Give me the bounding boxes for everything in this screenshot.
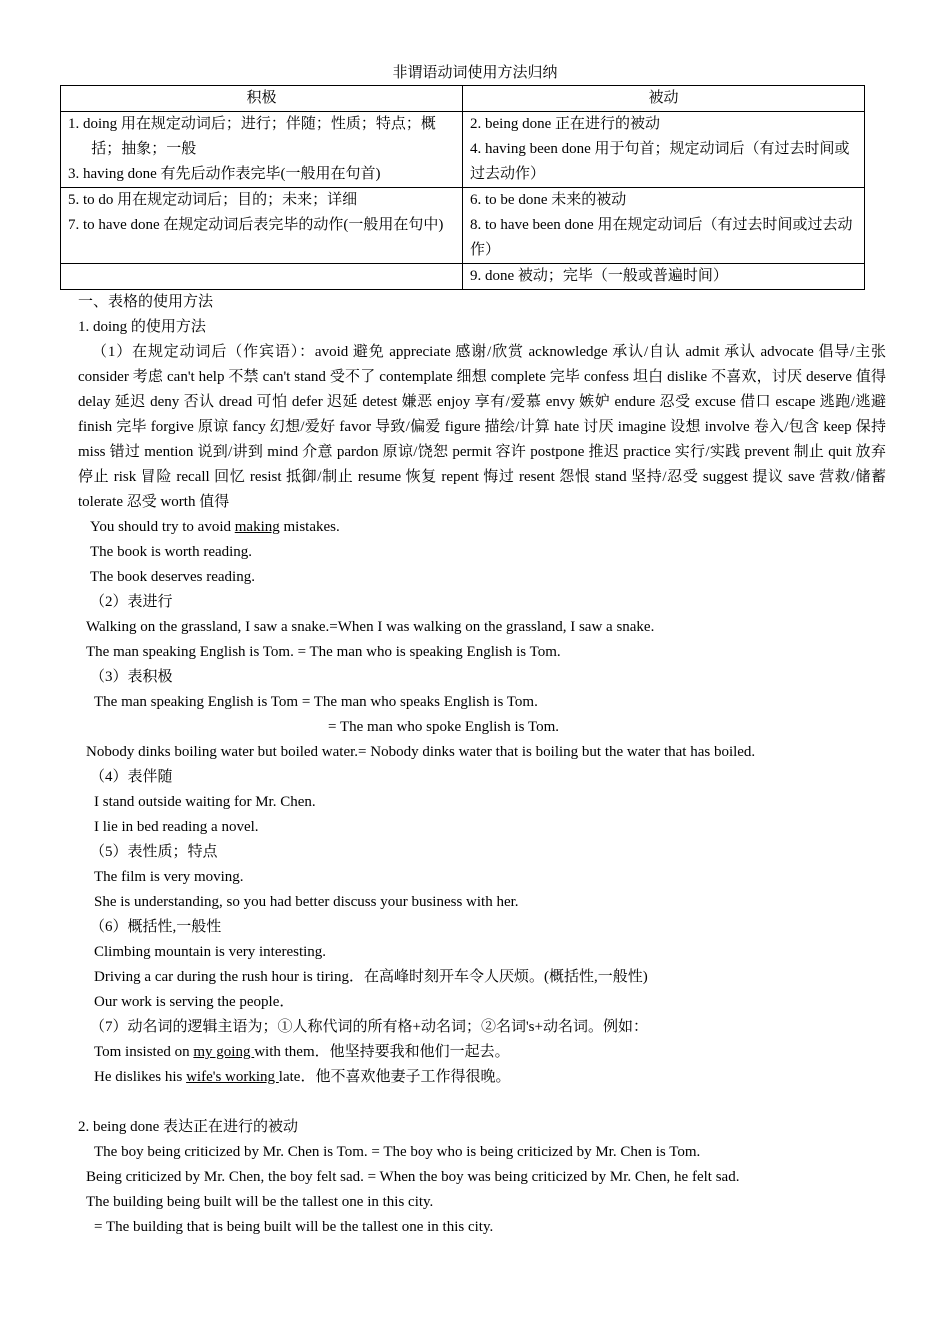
table-header-row [61, 86, 865, 112]
example-text: He dislikes his [94, 1069, 187, 1085]
cell-line: 3. having done 有先后动作表完毕(一般用在句首) [68, 166, 381, 182]
header-active: 积极 [61, 86, 463, 112]
usage-heading: （4）表伴随 [90, 769, 173, 785]
example-sentence [78, 515, 886, 540]
table-cell [463, 264, 865, 290]
table-row [61, 188, 865, 264]
document-body [78, 290, 886, 1240]
example-sentence: The building being built will be the tallest one in this city. [86, 1194, 434, 1210]
example-sentence: The man speaking English is Tom = The man who speaks English is Tom. [94, 694, 538, 710]
summary-table [60, 85, 865, 290]
table-cell [61, 188, 463, 264]
subsection-heading: 1. doing 的使用方法 [78, 319, 206, 335]
cell-line: 6. to be done 未来的被动 [470, 192, 627, 208]
table-cell [463, 112, 865, 188]
usage-heading: （2）表进行 [90, 594, 173, 610]
example-sentence: Climbing mountain is very interesting. [94, 944, 327, 960]
section-heading: 一、表格的使用方法 [78, 294, 214, 310]
example-text: You should try to avoid [90, 519, 235, 535]
example-text: late．他不喜欢他妻子工作得很晚。 [278, 1069, 511, 1085]
example-sentence: Walking on the grassland, I saw a snake.=When I was walking on the grassland, I saw a snake. [86, 619, 655, 635]
example-sentence: The boy being criticized by Mr. Chen is Tom. = The boy who is being criticized by Mr. Chen is Tom. [94, 1144, 701, 1160]
example-sentence: Nobody dinks boiling water but boiled water.= Nobody dinks water that is boiling but the water that has boiled. [86, 744, 756, 760]
cell-line: 4. having been done 用于句首；规定动词后（有过去时间或过去动作） [470, 141, 850, 182]
example-sentence: I lie in bed reading a novel. [94, 819, 259, 835]
example-sentence: Being criticized by Mr. Chen, the boy felt sad. = When the boy was being criticized by Mr. Chen, he felt sad. [86, 1169, 740, 1185]
example-sentence: The man speaking English is Tom. = The man who is speaking English is Tom. [86, 644, 561, 660]
table-row [61, 264, 865, 290]
example-sentence [78, 1065, 886, 1090]
cell-line: 2. being done 正在进行的被动 [470, 116, 660, 132]
example-text: Tom insisted on [94, 1044, 194, 1060]
example-sentence: = The man who spoke English is Tom. [328, 719, 560, 735]
underlined-phrase: my going [193, 1044, 255, 1060]
example-text: mistakes. [279, 519, 340, 535]
example-text: with them．他坚持要我和他们一起去。 [254, 1044, 510, 1060]
cell-line: 1. doing 用在规定动词后；进行；伴随；性质；特点；概括；抽象；一般 [68, 116, 436, 157]
underlined-phrase: wife's working [186, 1069, 279, 1085]
example-sentence: She is understanding, so you had better discuss your business with her. [94, 894, 519, 910]
cell-line [68, 264, 455, 289]
cell-line: 5. to do 用在规定动词后；目的；未来；详细 [68, 192, 358, 208]
cell-line: 7. to have done 在规定动词后表完毕的动作(一般用在句中) [68, 217, 444, 233]
usage-heading: （5）表性质；特点 [90, 844, 218, 860]
usage-heading: （6）概括性,一般性 [90, 919, 222, 935]
table-row [61, 112, 865, 188]
table-cell [61, 112, 463, 188]
cell-line: 9. done 被动；完毕（一般或普遍时间） [470, 268, 728, 284]
usage-heading: （3）表积极 [90, 669, 173, 685]
example-sentence: The book deserves reading. [90, 569, 255, 585]
blank-line [78, 1090, 886, 1115]
cell-line: 8. to have been done 用在规定动词后（有过去时间或过去动作） [470, 217, 853, 258]
example-sentence: Driving a car during the rush hour is tiring．在高峰时刻开车令人厌烦。(概括性,一般性) [94, 969, 648, 985]
example-sentence: = The building that is being built will be the tallest one in this city. [94, 1219, 494, 1235]
example-sentence: The book is worth reading. [90, 544, 253, 560]
table-cell [61, 264, 463, 290]
example-sentence [78, 1040, 886, 1065]
page-title: 非谓语动词使用方法归纳 [392, 65, 558, 81]
table-cell [463, 188, 865, 264]
verb-list-paragraph: （1）在规定动词后（作宾语）：avoid 避免 appreciate 感谢/欣赏 acknowledge 承认/自认 admit 承认 advocate 倡导/主张 consider 考虑 can't help 不禁 can't stand 受不了 contemplate 细想 complete 完毕 confess 坦白 dislike 不喜欢，讨厌 deserve 值得 delay 延迟 deny 否认 dread 可怕 defer 迟延 detest 嫌恶 enjoy 享有/爱慕 envy 嫉妒 endure 忍受 excuse 借口 escape 逃跑/逃避 finish 完毕 forgive 原谅 fancy 幻想/爱好 favor 导致/偏爱 figure 描绘/计算 hate 讨厌 imagine 设想 involve 卷入/包含 keep 保持 miss 错过 mention 说到/讲到 mind 介意 pardon 原谅/饶恕 permit 容许 postpone 推迟 practice 实行/实践 prevent 制止 quit 放弃停止 risk 冒险 recall 回忆 resist 抵御/制止 resume 恢复 repent 悔过 resent 怨恨 stand 坚持/忍受 suggest 提议 save 营救/储蓄 tolerate 忍受 worth 值得 [78, 344, 886, 510]
usage-heading: （7）动名词的逻辑主语为；①人称代词的所有格+动名词；②名词's+动名词。例如： [90, 1019, 648, 1035]
underlined-word: making [234, 519, 280, 535]
header-passive: 被动 [463, 86, 865, 112]
example-sentence: I stand outside waiting for Mr. Chen. [94, 794, 316, 810]
example-sentence: Our work is serving the people． [94, 994, 295, 1010]
subsection-heading: 2. being done 表达正在进行的被动 [78, 1119, 298, 1135]
example-sentence: The film is very moving. [94, 869, 244, 885]
